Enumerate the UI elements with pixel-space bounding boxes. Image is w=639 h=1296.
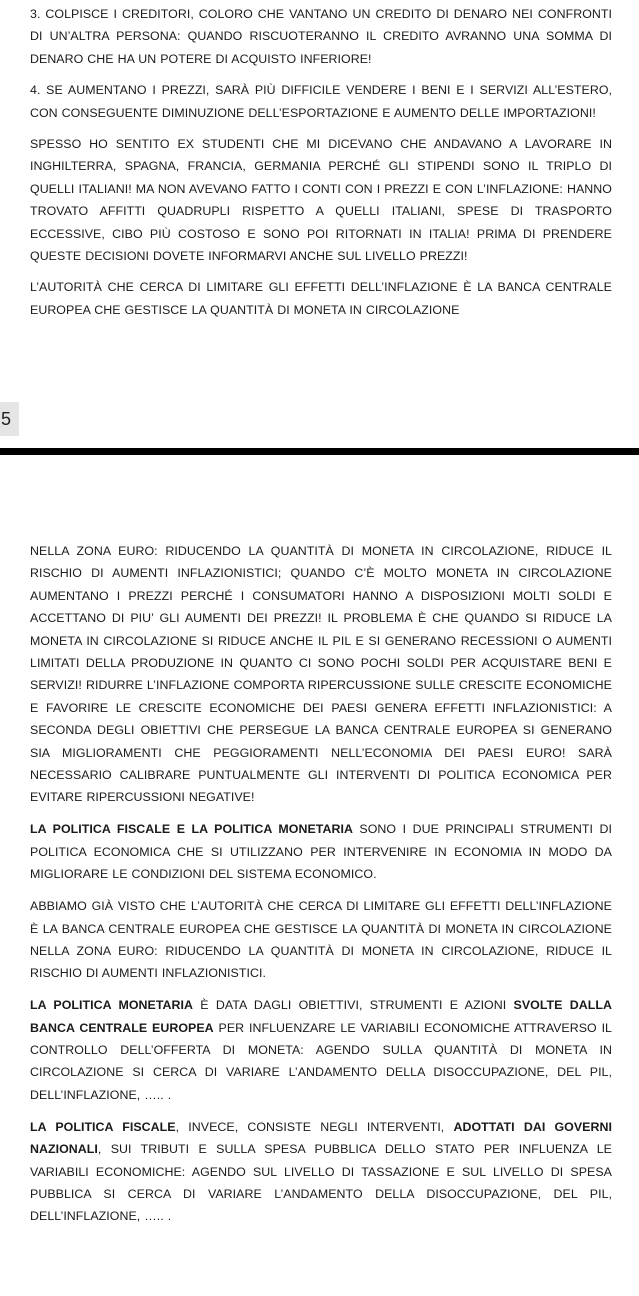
paragraph-monetary-policy bbox=[30, 994, 612, 1106]
document-page-bottom bbox=[0, 456, 639, 1296]
text-fiscal-policy-rest: , SUI TRIBUTI E SULLA SPESA PUBBLICA DELLO STATO PER INFLUENZA LE VARIABILI ECONOMICHE: AGENDO SUL LIVELLO DI TASSAZIONE E SUL LIVELLO DI SPESA PUBBLICA SI CERCA DI VARIARE L’ANDAMENTO DELLA DISOCCUPAZIONE, DEL PIL, DELL’INFLAZIONE, ….. . bbox=[30, 1142, 612, 1224]
page-separator bbox=[0, 448, 639, 455]
bold-ecb: SVOLTE DALLA BANCA CENTRALE EUROPEA bbox=[30, 998, 612, 1035]
paragraph-euro-zone: NELLA ZONA EURO: RIDUCENDO LA QUANTITÀ DI MONETA IN CIRCOLAZIONE, RIDUCE IL RISCHIO DI AUMENTI INFLAZIONISTICI; QUANDO C’È MOLTO MONETA IN CIRCOLAZIONE AUMENTANO I PREZZI PERCHÉ I CONSUMATORI HANNO A DISPOSIZIONI MOLTI SOLDI E ACCETTANO DI PIU’ GLI AUMENTI DEI PREZZI! IL PROBLEMA È CHE QUANDO SI RIDUCE LA MONETA IN CIRCOLAZIONE SI RIDUCE ANCHE IL PIL E SI GENERANO RECESSIONI O AUMENTI LIMITATI DELLA PRODUZIONE IN QUANTO CI SONO POCHI SOLDI PER ACQUISTARE BENI E SERVIZI! RIDURRE L’INFLAZIONE COMPORTA RIPERCUSSIONE SULLE CRESCITE ECONOMICHE E FAVORIRE LE CRESCITE ECONOMICHE DEI PAESI GENERA EFFETTI INFLAZIONISTICI: A SECONDA DEGLI OBIETTIVI CHE PERSEGUE LA BANCA CENTRALE EUROPEA SI GENERANO SIA MIGLIORAMENTI CHE PEGGIORAMENTI NELL’ECONOMIA DEI PAESI EURO! SARÀ NECESSARIO CALIBRARE PUNTUALMENTE GLI INTERVENTI DI POLITICA ECONOMICA PER EVITARE RIPERCUSSIONI NEGATIVE! bbox=[30, 544, 612, 805]
paragraph-exports: 4. SE AUMENTANO I PREZZI, SARÀ PIÙ DIFFICILE VENDERE I BENI E I SERVIZI ALL’ESTERO, CON CONSEGUENTE DIMINUZIONE DELL’ESPORTAZIONE E AUMENTO DELLE IMPORTAZIONI! bbox=[30, 83, 612, 120]
bold-monetary-policy: LA POLITICA MONETARIA bbox=[30, 998, 194, 1013]
text-monetary-policy-mid: È DATA DAGLI OBIETTIVI, STRUMENTI E AZIONI bbox=[193, 998, 514, 1013]
text-fiscal-monetary: SONO I DUE PRINCIPALI STRUMENTI DI POLITICA ECONOMICA CHE SI UTILIZZANO PER INTERVENIRE IN ECONOMIA IN MODO DA MIGLIORARE LE CONDIZIONI DEL SISTEMA ECONOMICO. bbox=[30, 822, 612, 882]
text-fiscal-policy-mid: , INVECE, CONSISTE NEGLI INTERVENTI, bbox=[175, 1119, 454, 1134]
paragraph-fiscal-monetary bbox=[30, 818, 612, 885]
page-number-badge: 5 bbox=[0, 402, 19, 436]
paragraph-already-seen: ABBIAMO GIÀ VISTO CHE L’AUTORITÀ CHE CERCA DI LIMITARE GLI EFFETTI DELL’INFLAZIONE È LA BANCA CENTRALE EUROPEA CHE GESTISCE LA QUANTITÀ DI MONETA IN CIRCOLAZIONE NELLA ZONA EURO: RIDUCENDO LA QUANTITÀ DI MONETA IN CIRCOLAZIONE, RIDUCE IL RISCHIO DI AUMENTI INFLAZIONISTICI. bbox=[30, 899, 612, 981]
paragraph-creditors: 3. COLPISCE I CREDITORI, COLORO CHE VANTANO UN CREDITO DI DENARO NEI CONFRONTI DI UN’ALTRA PERSONA: QUANDO RISCUOTERANNO IL CREDITO AVRANNO UNA SOMMA DI DENARO CHE HA UN POTERE DI ACQUISTO INFERIORE! bbox=[30, 7, 612, 66]
document-page-top bbox=[0, 0, 639, 448]
paragraph-fiscal-policy bbox=[30, 1116, 612, 1228]
bold-fiscal-monetary: LA POLITICA FISCALE E LA POLITICA MONETARIA bbox=[30, 822, 353, 837]
paragraph-authority-intro: L’AUTORITÀ CHE CERCA DI LIMITARE GLI EFFETTI DELL’INFLAZIONE È LA BANCA CENTRALE EUROPEA CHE GESTISCE LA QUANTITÀ DI MONETA IN CIRCOLAZIONE bbox=[30, 280, 612, 317]
paragraph-former-students: SPESSO HO SENTITO EX STUDENTI CHE MI DICEVANO CHE ANDAVANO A LAVORARE IN INGHILTERRA, SPAGNA, FRANCIA, GERMANIA PERCHÉ GLI STIPENDI SONO IL TRIPLO DI QUELLI ITALIANI! MA NON AVEVANO FATTO I CONTI CON I PREZZI E CON L’INFLAZIONE: HANNO TROVATO AFFITTI QUADRUPLI RISPETTO A QUELLI ITALIANI, SPESE DI TRASPORTO ECCESSIVE, CIBO PIÙ COSTOSO E SONO POI RITORNATI IN ITALIA! PRIMA DI PRENDERE QUESTE DECISIONI DOVETE INFORMARVI ANCHE SUL LIVELLO PREZZI! bbox=[30, 137, 612, 264]
page-top-text bbox=[30, 3, 612, 330]
text-monetary-policy-rest: PER INFLUENZARE LE VARIABILI ECONOMICHE ATTRAVERSO IL CONTROLLO DELL’OFFERTA DI MONETA: AGENDO SULLA QUANTITÀ DI MONETA IN CIRCOLAZIONE SI CERCA DI VARIARE L’ANDAMENTO DELLA DISOCCUPAZIONE, DEL PIL, DELL’INFLAZIONE, ….. . bbox=[30, 1020, 612, 1102]
bold-fiscal-policy: LA POLITICA FISCALE bbox=[30, 1119, 176, 1134]
page-bottom-text bbox=[30, 540, 612, 1237]
bold-national-governments: ADOTTATI DAI GOVERNI NAZIONALI bbox=[30, 1119, 612, 1157]
